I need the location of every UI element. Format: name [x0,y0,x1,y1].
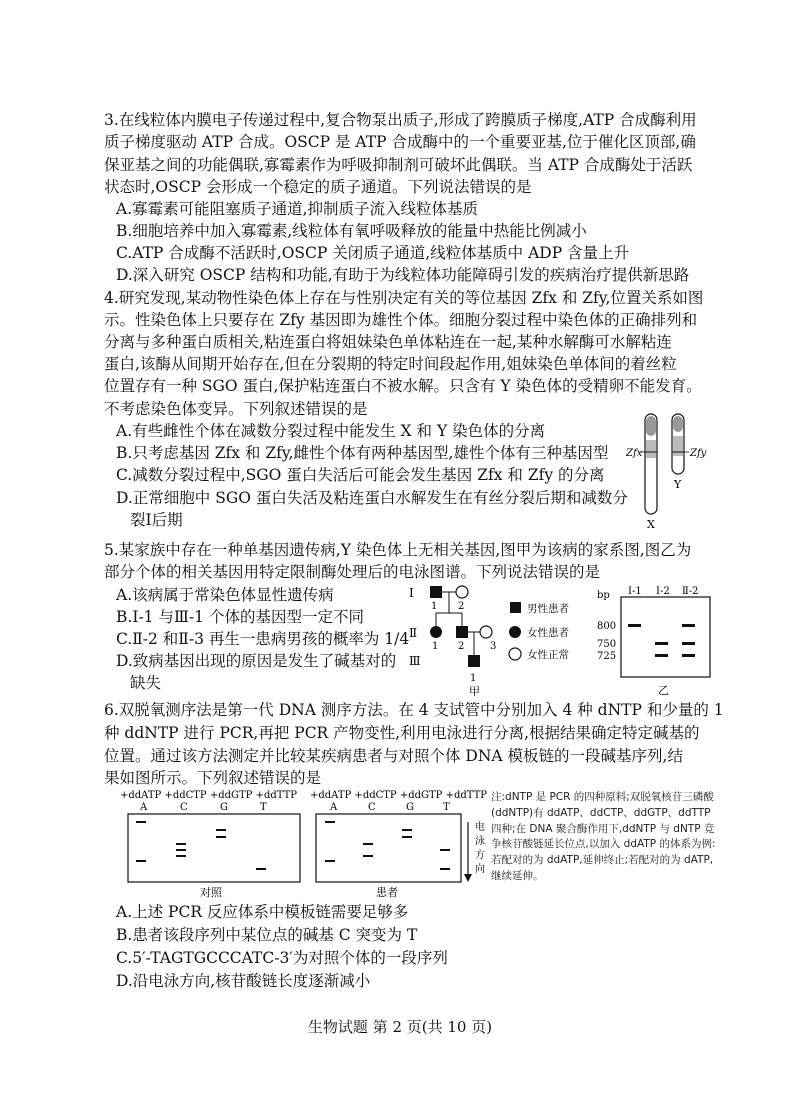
gel-band [655,642,668,645]
q5-option-a: A.该病属于常染色体显性遗传病 [116,586,334,604]
q3-stem-line: 质子梯度驱动 ATP 合成。OSCP 是 ATP 合成酶中的一个重要亚基,位于催化区顶部,确 [104,133,696,151]
q6-option-b: B.患者该段序列中某位点的碱基 C 突变为 T [116,926,418,944]
seq-band [402,829,412,831]
y-label: Y [674,478,682,491]
q3-option-a: A.寡霉素可能阻塞质子通道,抑制质子流入线粒体基质 [116,200,479,218]
seq-band [440,849,450,851]
seq-band [325,821,335,823]
direction-label: 方 [475,850,485,861]
x-chromosome [645,414,657,514]
arrowhead-icon [464,874,472,882]
q6-stem-line: 6.双脱氧测序法是第一代 DNA 测序方法。在 4 支试管中分别加入 4 种 dNTP 和少量的 1 [104,701,724,719]
id-label: 2 [458,601,465,612]
seq-band [402,836,412,838]
seq-band [136,821,146,823]
pedigree-I-1 [430,586,442,598]
q5-option-d: D.致病基因出现的原因是发生了碱基对的 [116,652,397,670]
id-label: 1 [432,641,439,652]
gen-label-1: Ⅰ [409,586,414,600]
q6-note: 注:dNTP 是 PCR 的四种原料;双脱氧核苷三磷酸(ddNTP)有 ddATP、ddCTP、ddGTP、ddTTP 四种;在 DNA 聚合酶作用下,ddNTP 与 dNTP 竞争核苷酸链延长位点,以加入 ddATP 的体系为例:若配对的为 ddATP,延伸终止;若配对的为 dATP,继续延伸。 [491,791,716,882]
q4-stem-line: 示。性染色体上只要存在 Zfy 基因即为雄性个体。细胞分裂过程中染色体的正确排列和 [104,311,698,329]
seq-band [256,868,266,870]
zfy-label: Zfy [690,448,707,459]
gel-lane-label: Ⅰ-2 [656,586,670,597]
q6-stem-line: 种 ddNTP 进行 PCR,再把 PCR 产物变性,利用电泳进行分离,根据结果确定特定碱基的 [104,724,700,742]
q4-stem-line: 位置存有一种 SGO 蛋白,保护粘连蛋白不被水解。只含有 Y 染色体的受精卵不能发育。 [104,377,702,395]
control-caption: 对照 [200,886,222,899]
q4-stem-line: 分离与多种蛋白质相关,粘连蛋白将姐妹染色单体粘连在一起,某种水解酶可水解粘连 [104,333,672,351]
reagent-label-control: +ddATP +ddCTP +ddGTP +ddTTP [120,790,298,801]
q6-stem-line: 位置。通过该方法测定并比较某疾病患者与对照个体 DNA 模板链的一段碱基序列,结 [104,747,683,765]
seq-band [216,836,226,838]
q4-option-c: C.减数分裂过程中,SGO 蛋白失活后可能会发生基因 Zfx 和 Zfy 的分离 [116,466,605,484]
page-footer: 生物试题 第 2 页(共 10 页) [307,1018,493,1036]
q6-stem-line: 果如图所示。下列叙述错误的是 [104,769,322,787]
gel-caption: 乙 [658,684,669,697]
q6-option-a: A.上述 PCR 反应体系中模板链需要足够多 [116,903,409,921]
gel-frame [621,597,710,677]
q5-stem-line: 5.某家族中存在一种单基因遗传病,Y 染色体上无相关基因,图甲为该病的家系图,图乙为 [104,541,692,559]
q3-option-d: D.深入研究 OSCP 结构和功能,有助于为线粒体功能障碍引发的疾病治疗提供新思路 [116,266,690,284]
seq-band [363,843,373,845]
gel-lane-label: Ⅱ-2 [682,586,699,597]
pedigree-II-1 [430,626,442,638]
q4-option-a: A.有些雌性个体在减数分裂过程中能发生 X 和 Y 染色体的分离 [116,422,546,440]
q6-option-c: C.5′-TAGTGCCCATC-3′为对照个体的一段序列 [116,949,448,967]
q4-stem-line: 蛋白,该酶从间期开始存在,但在分裂期的特定时间段起作用,姐妹染色单体间的着丝粒 [104,355,677,373]
q5-option-d-cont: 缺失 [130,674,162,692]
base-label: A [330,802,338,813]
q3-option-b: B.细胞培养中加入寡霉素,线粒体有氧呼吸释放的能量中热能比例减小 [116,222,587,240]
x-label: X [647,518,655,531]
q4-option-d-cont: 裂Ⅰ后期 [130,511,183,529]
q4-stem-line: 4.研究发现,某动物性染色体上存在与性别决定有关的等位基因 Zfx 和 Zfy,位置关系如图 [104,289,704,307]
sequencing-figure [110,788,490,903]
pedigree-I-2 [456,586,468,598]
q4-option-b: B.只考虑基因 Zfx 和 Zfy,雌性个体有两种基因型,雄性个体有三种基因型 [116,444,609,462]
gel-lane-label: Ⅰ-1 [628,586,642,597]
legend-normal-label: 女性正常 [527,649,569,661]
direction-label: 泳 [475,836,485,847]
pedigree-caption: 甲 [469,685,480,698]
gel-band [682,654,695,657]
direction-label: 向 [475,864,485,875]
pedigree-II-2 [456,626,468,638]
base-label: G [406,802,414,813]
legend-female-label: 女性患者 [527,627,569,639]
base-label: T [260,802,267,813]
q4-stem-line: 不考虑染色体变异。下列叙述错误的是 [104,400,368,418]
pedigree-III-1 [468,655,480,667]
id-label: 1 [470,673,477,684]
q3-stem-line: 保亚基之间的功能偶联,寡霉素作为呼吸抑制剂可破坏此偶联。当 ATP 合成酶处于活跃 [104,156,693,174]
base-label: A [140,802,148,813]
base-label: T [443,802,450,813]
base-label: C [180,802,188,813]
control-gel-frame [128,814,300,882]
chromosome-figure [626,412,726,532]
id-label: 2 [458,641,465,652]
y-chromosome [672,414,684,474]
seq-band [440,868,450,870]
pedigree-figure [405,583,605,698]
reagent-label-patient: +ddATP +ddCTP +ddGTP +ddTTP [310,790,488,801]
patient-caption: 患者 [376,886,398,899]
gel-band [628,624,641,627]
gel-bp-label: bp [597,590,610,601]
id-label: 1 [431,601,438,612]
legend-female-normal-icon [509,648,521,660]
q5-option-c: C.Ⅱ-2 和Ⅱ-3 再生一患病男孩的概率为 1/4 [116,630,410,648]
q5-stem-line: 部分个体的相关基因用特定限制酶处理后的电泳图谱。下列说法错误的是 [104,563,601,581]
patient-gel-frame [316,814,461,882]
gel-band [655,654,668,657]
q3-stem-line: 3.在线粒体内膜电子传递过程中,复合物泵出质子,形成了跨膜质子梯度,ATP 合成酶利用 [104,111,697,129]
seq-band [176,843,186,845]
legend-male-label: 男性患者 [527,603,569,615]
gel-size-label: 725 [597,651,617,662]
legend-male-affected-icon [510,602,521,613]
gel-band [682,642,695,645]
seq-band [325,860,335,862]
gel-figure [594,583,714,698]
q4-option-d: D.正常细胞中 SGO 蛋白失活及粘连蛋白水解发生在有丝分裂后期和减数分 [116,489,628,507]
zfx-label: Zfx [626,448,643,459]
gel-size-label: 750 [597,639,617,650]
q6-option-d: D.沿电泳方向,核苷酸链长度逐渐减小 [116,972,371,990]
q5-option-b: B.Ⅰ-1 与Ⅲ-1 个体的基因型一定不同 [116,608,364,626]
base-label: C [368,802,376,813]
seq-band [176,849,186,851]
base-label: G [220,802,228,813]
gen-label-2: Ⅱ [409,626,418,640]
pedigree-II-3 [480,626,492,638]
gen-label-3: Ⅲ [409,654,421,668]
gel-band [682,624,695,627]
q3-stem-line: 状态时,OSCP 会形成一个稳定的质子通道。下列说法错误的是 [104,178,532,196]
seq-band [216,829,226,831]
seq-band [363,855,373,857]
id-label: 3 [490,641,497,652]
gel-size-label: 800 [597,621,617,632]
direction-label: 电 [475,822,485,833]
q3-option-c: C.ATP 合成酶不活跃时,OSCP 关闭质子通道,线粒体基质中 ADP 含量上升 [116,244,630,262]
seq-band [136,860,146,862]
seq-band [176,855,186,857]
legend-female-affected-icon [509,626,521,638]
